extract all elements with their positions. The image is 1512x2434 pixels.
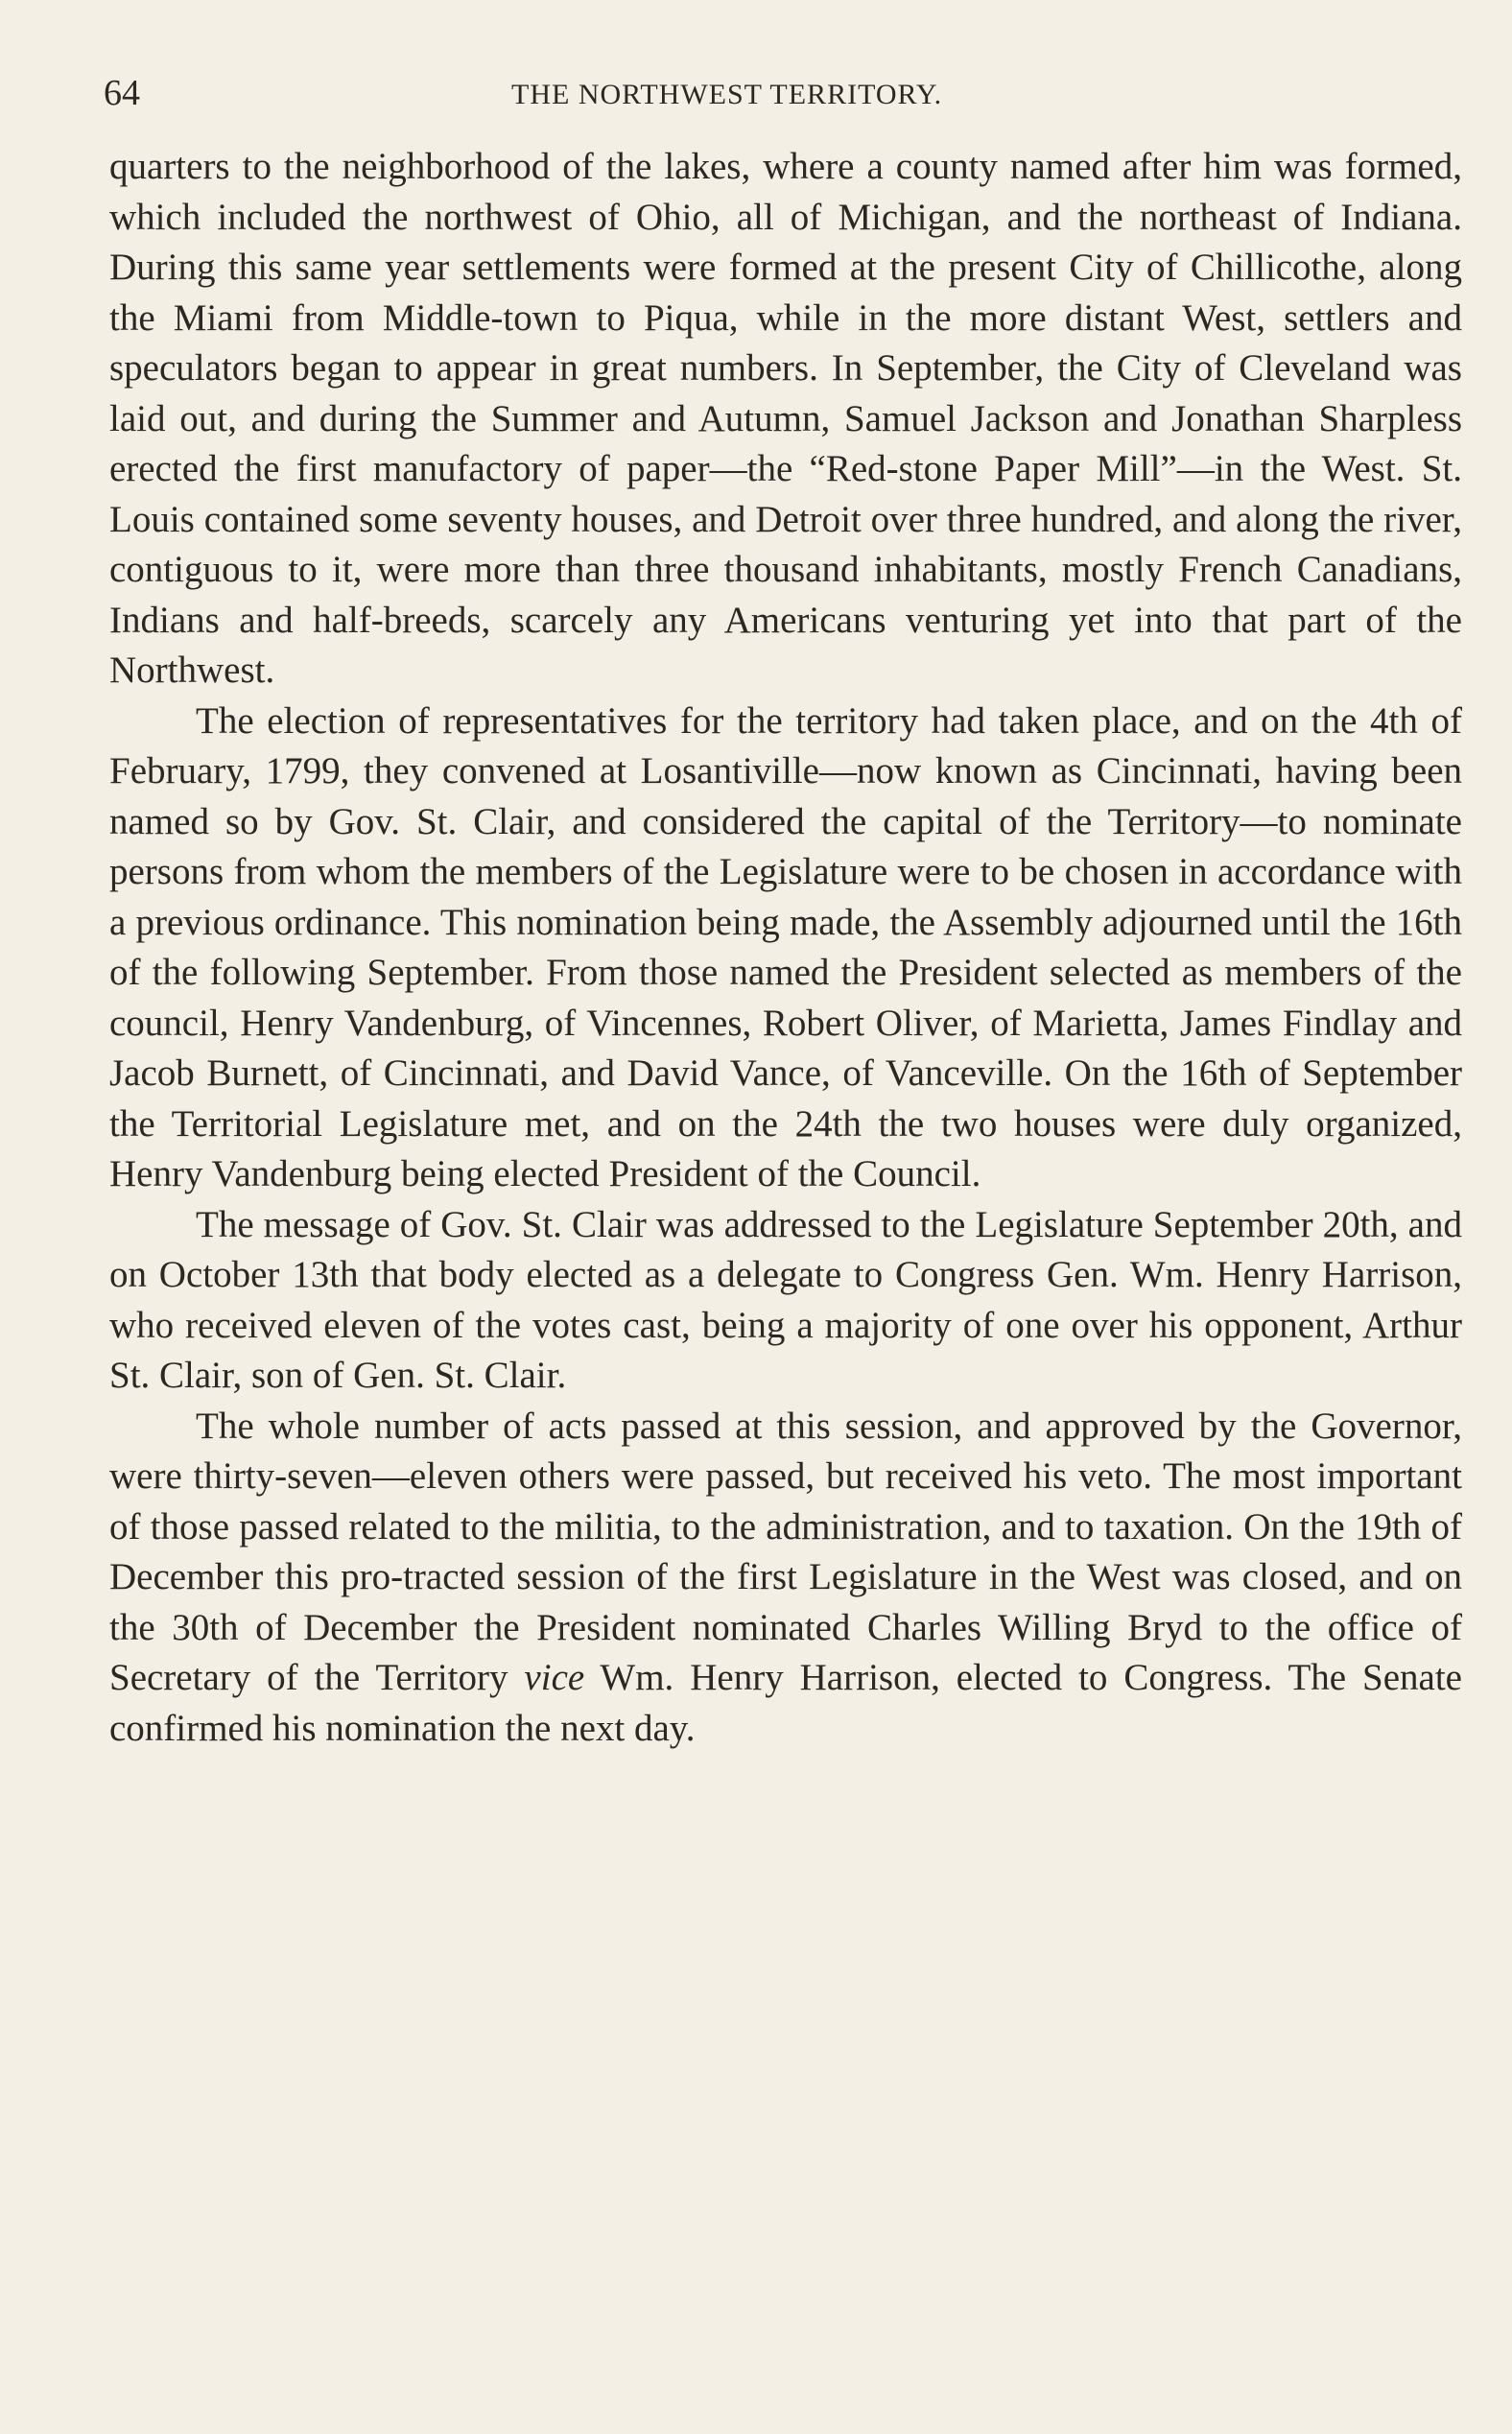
body-text [109, 142, 1462, 1754]
running-title: THE NORTHWEST TERRITORY. [511, 79, 943, 110]
vice-italic: vice [524, 1657, 585, 1698]
paragraph-acts-passed [109, 1402, 1462, 1755]
acts-text-after: Wm. Henry Harrison, elected to Congress. The Senate confirmed his nomination the next day. [109, 1657, 1462, 1749]
paragraph-legislature-election: The election of representatives for the territory had taken place, and on the 4th of February, 1799, they convened at Losantiville—now known as Cincinnati, having been named so by Gov. St. Clair, and considered the capital of the Territory—to nominate persons from whom the members of the Legislature were to be chosen in accordance with a previous ordinance. This nomination being made, the Assembly adjourned until the 16th of the following September. From those named the President selected as members of the council, Henry Vandenburg, of Vincennes, Robert Oliver, of Marietta, James Findlay and Jacob Burnett, of Cincinnati, and David Vance, of Vanceville. On the 16th of September the Territorial Legislature met, and on the 24th the two houses were duly organized, Henry Vandenburg being elected President of the Council. [109, 699, 1462, 1194]
running-head [104, 69, 1466, 117]
paragraph-continued: quarters to the neighborhood of the lakes, where a county named after him was formed, which included the northwest of Ohio, all of Michigan, and the northeast of Indiana. During this same year settlements were formed at the present City of Chillicothe, along the Miami from Middle-town to Piqua, while in the more distant West, settlers and speculators began to appear in great numbers. In September, the City of Cleveland was laid out, and during the Summer and Autumn, Samuel Jackson and Jonathan Sharpless erected the first manufactory of paper—the “Red-stone Paper Mill”—in the West. St. Louis contained some seventy houses, and Detroit over three hundred, and along the river, contiguous to it, were more than three thousand inhabitants, mostly French Canadians, Indians and half-breeds, scarcely any Americans venturing yet into that part of the Northwest. [109, 146, 1462, 691]
page-number: 64 [104, 73, 140, 113]
acts-text-before: The whole number of acts passed at this session, and approved by the Governor, were thirty-seven—eleven others were passed, but received his veto. The most important of those passed related to the militia, to the administration, and to taxation. On the 19th of December this pro-tracted session of the first Legislature in the West was closed, and on the 30th of December the President nominated Charles Willing Bryd to the office of Secretary of the Territory [109, 1405, 1462, 1698]
paragraph-governor-message: The message of Gov. St. Clair was addressed to the Legislature September 20th, and on October 13th that body elected as a delegate to Congress Gen. Wm. Henry Harrison, who received eleven of the votes cast, being a majority of one over his opponent, Arthur St. Clair, son of Gen. St. Clair. [109, 1203, 1462, 1396]
